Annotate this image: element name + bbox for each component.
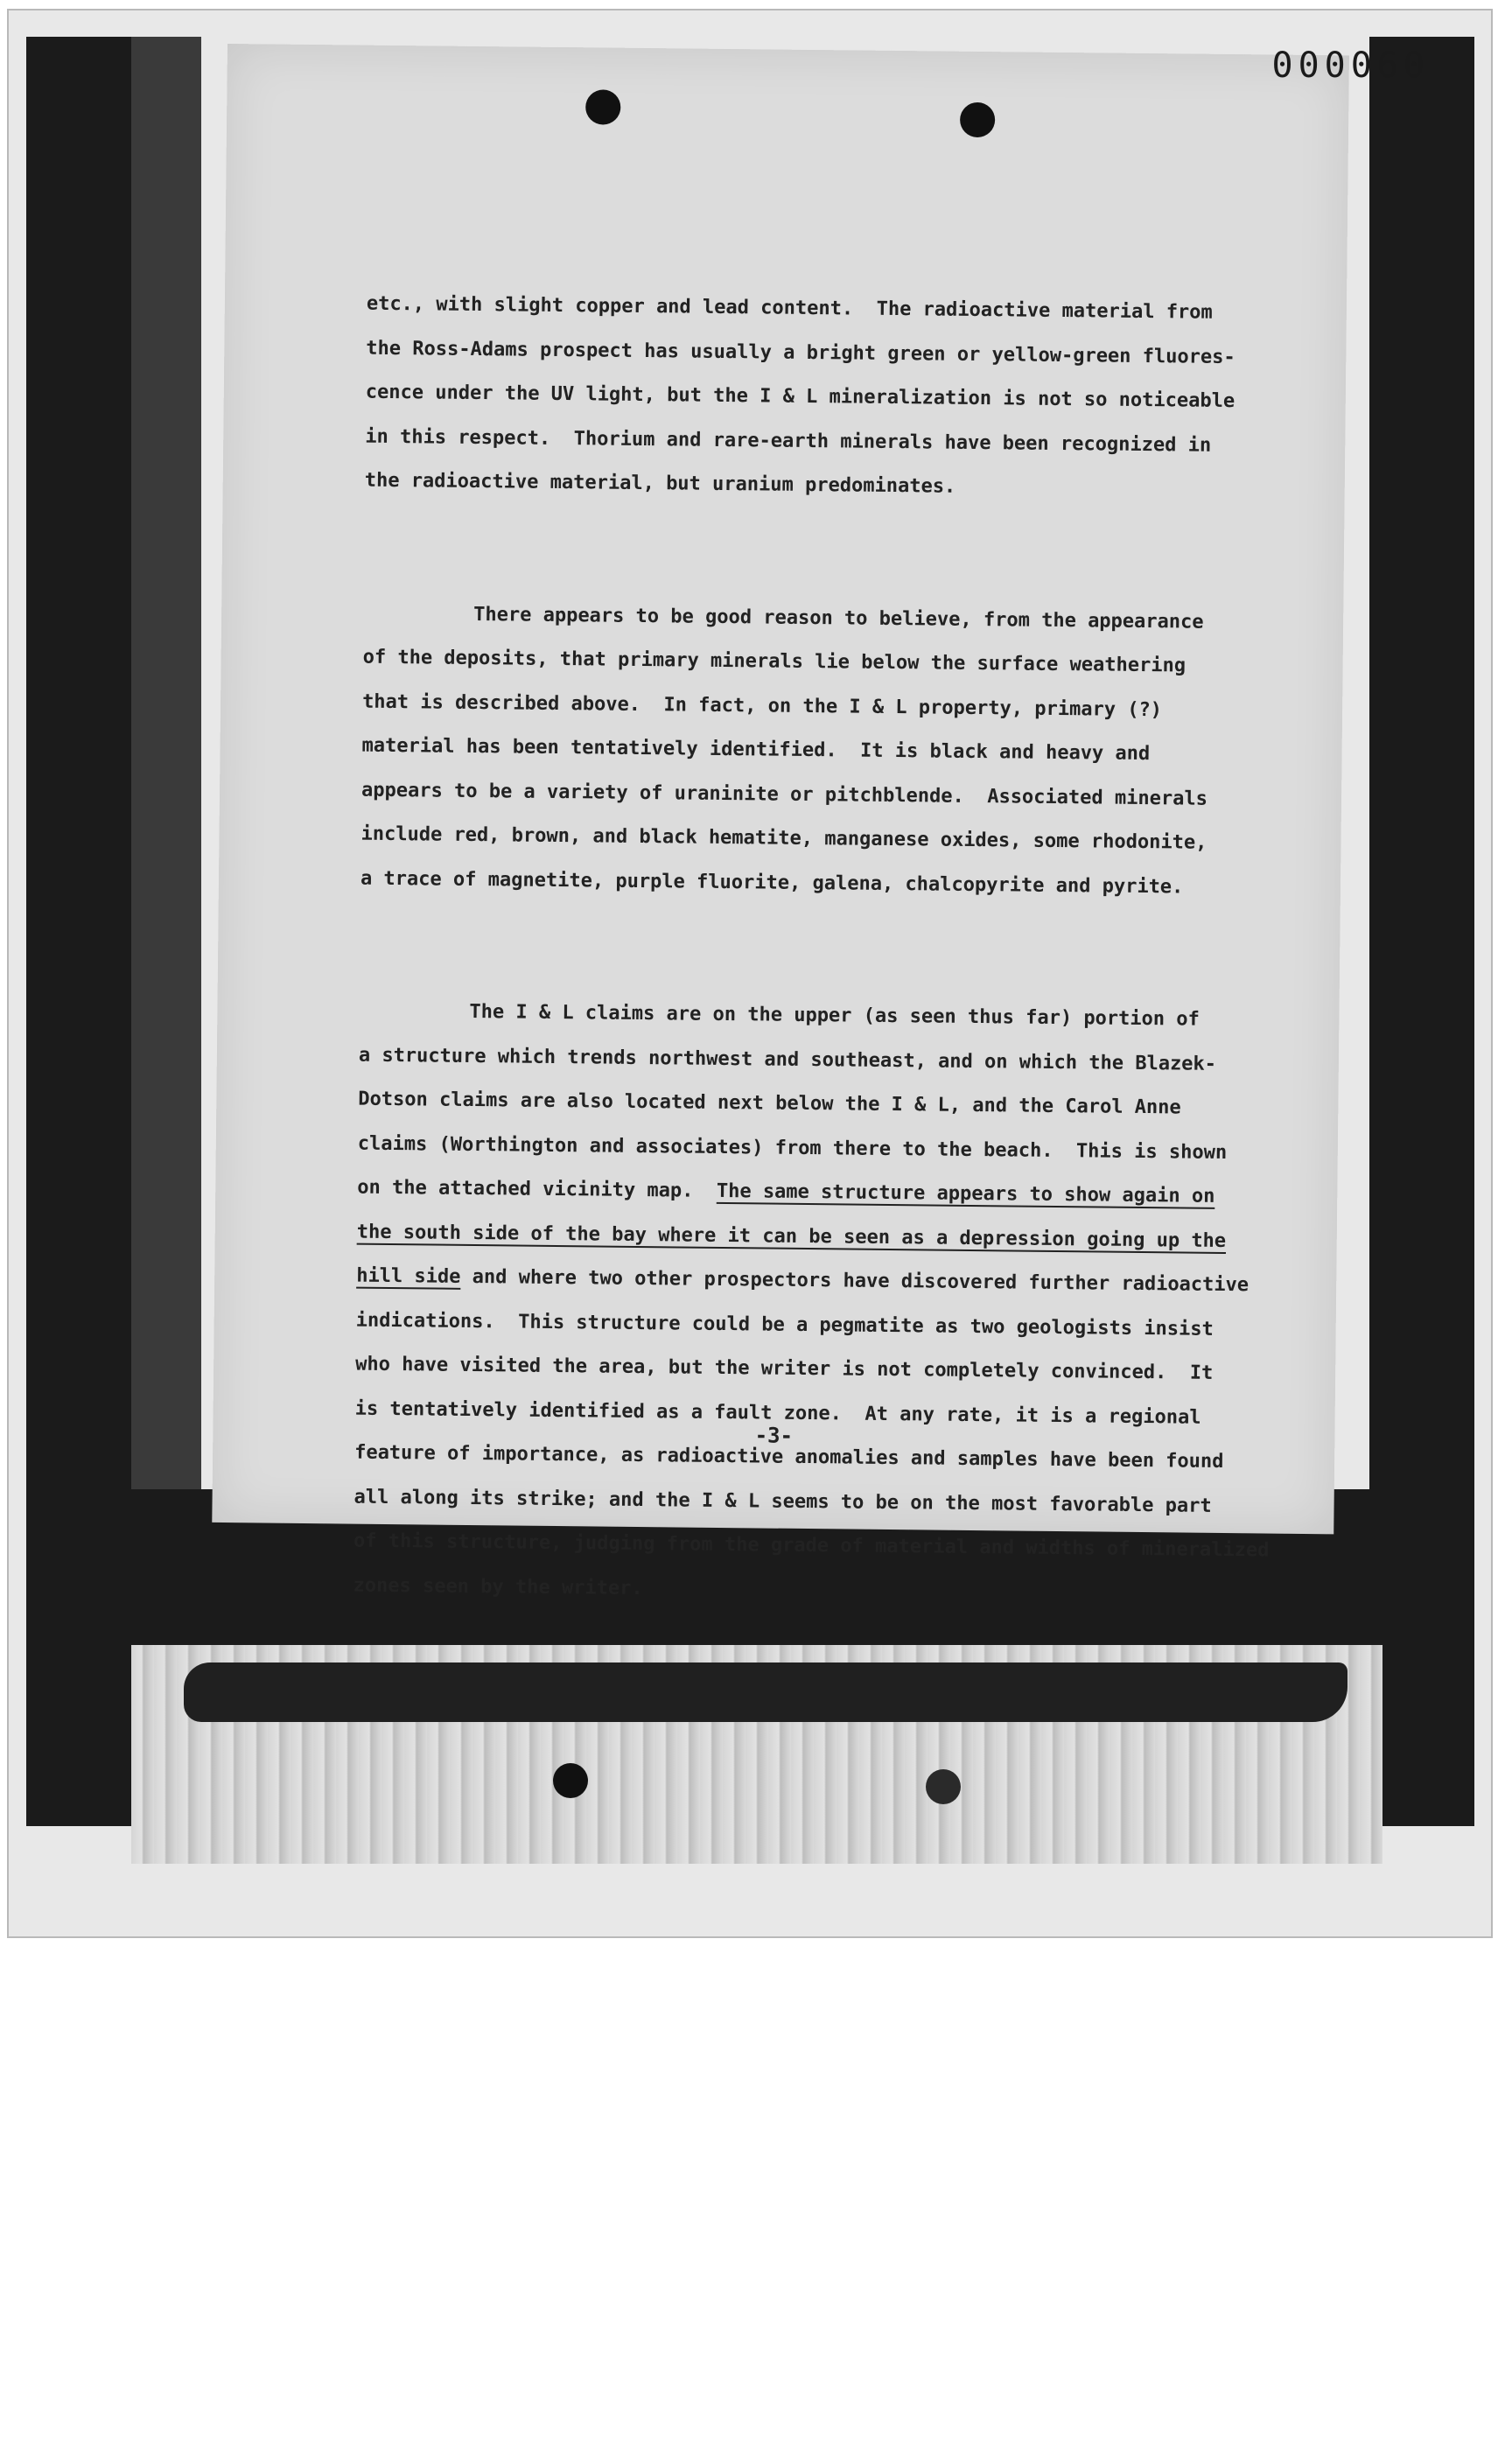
typed-page xyxy=(212,44,1349,1600)
punch-hole-bottom-right xyxy=(926,1769,961,1804)
punch-hole-top-right xyxy=(960,102,995,137)
paragraph-3-end: and where two other prospectors have discovered further radioactive indications. This structure could be a pegmatite as two geologists insist who have visited the area, but the writer is not completely convinced. It is tentatively identified as a fault zone. At any rate, it is a regional feature of importance, as radioactive anomalies and samples have been found all along its strike; and the I & L seems to be on the most favorable part of this structure, judging from the grade of material and widths of mineralized zones seen by the writer. xyxy=(353,1265,1270,1600)
scan-frame xyxy=(7,9,1493,1938)
punch-hole-bottom-left xyxy=(553,1763,588,1798)
paragraph-3-start: The I & L claims are on the upper (as seen thus far) portion of a structure which trends northwest and southeast, and on which the Blazek- Dotson claims are also located next below the I & L, and the Carol Anne claims (Worthington and associates) from there to the beach. This is shown on the attached vicinity map. xyxy=(357,1000,1228,1202)
underlined-passage: The same structure appears to show again on the south side of the bay where it can be seen as a depression going up the hill side xyxy=(356,1180,1227,1288)
paragraph-3 xyxy=(353,990,1278,1618)
document-number: 000060 xyxy=(1271,46,1430,86)
page-number: -3- xyxy=(754,1423,794,1448)
paragraph-2: There appears to be good reason to believe, from the appearance of the deposits, that primary minerals lie below the surface weathering that is described above. In fact, on the I & L property, primary (?) material has been tentatively identified. It is black and heavy and appears to be a variety of uraninite or pitchblende. Associated minerals include red, brown, and black hematite, manganese oxides, some rhodonite, a trace of magnetite, purple fluorite, galena, chalcopyrite and pyrite. xyxy=(360,603,1208,898)
right-dark-border xyxy=(1369,37,1474,1826)
body-text xyxy=(352,194,1286,1706)
punch-hole-top-left xyxy=(585,89,620,124)
left-dark-border xyxy=(26,37,131,1826)
paragraph-1: etc., with slight copper and lead content. The radioactive material from the Ross-Adams prospect has usually a bright green or yellow-green fluores- cence under the UV light, but the I & L mineralization is not so noticeable in this respect. Thorium and rare-earth minerals have been recognized in the radioactive material, but uranium predominates. xyxy=(364,292,1236,498)
